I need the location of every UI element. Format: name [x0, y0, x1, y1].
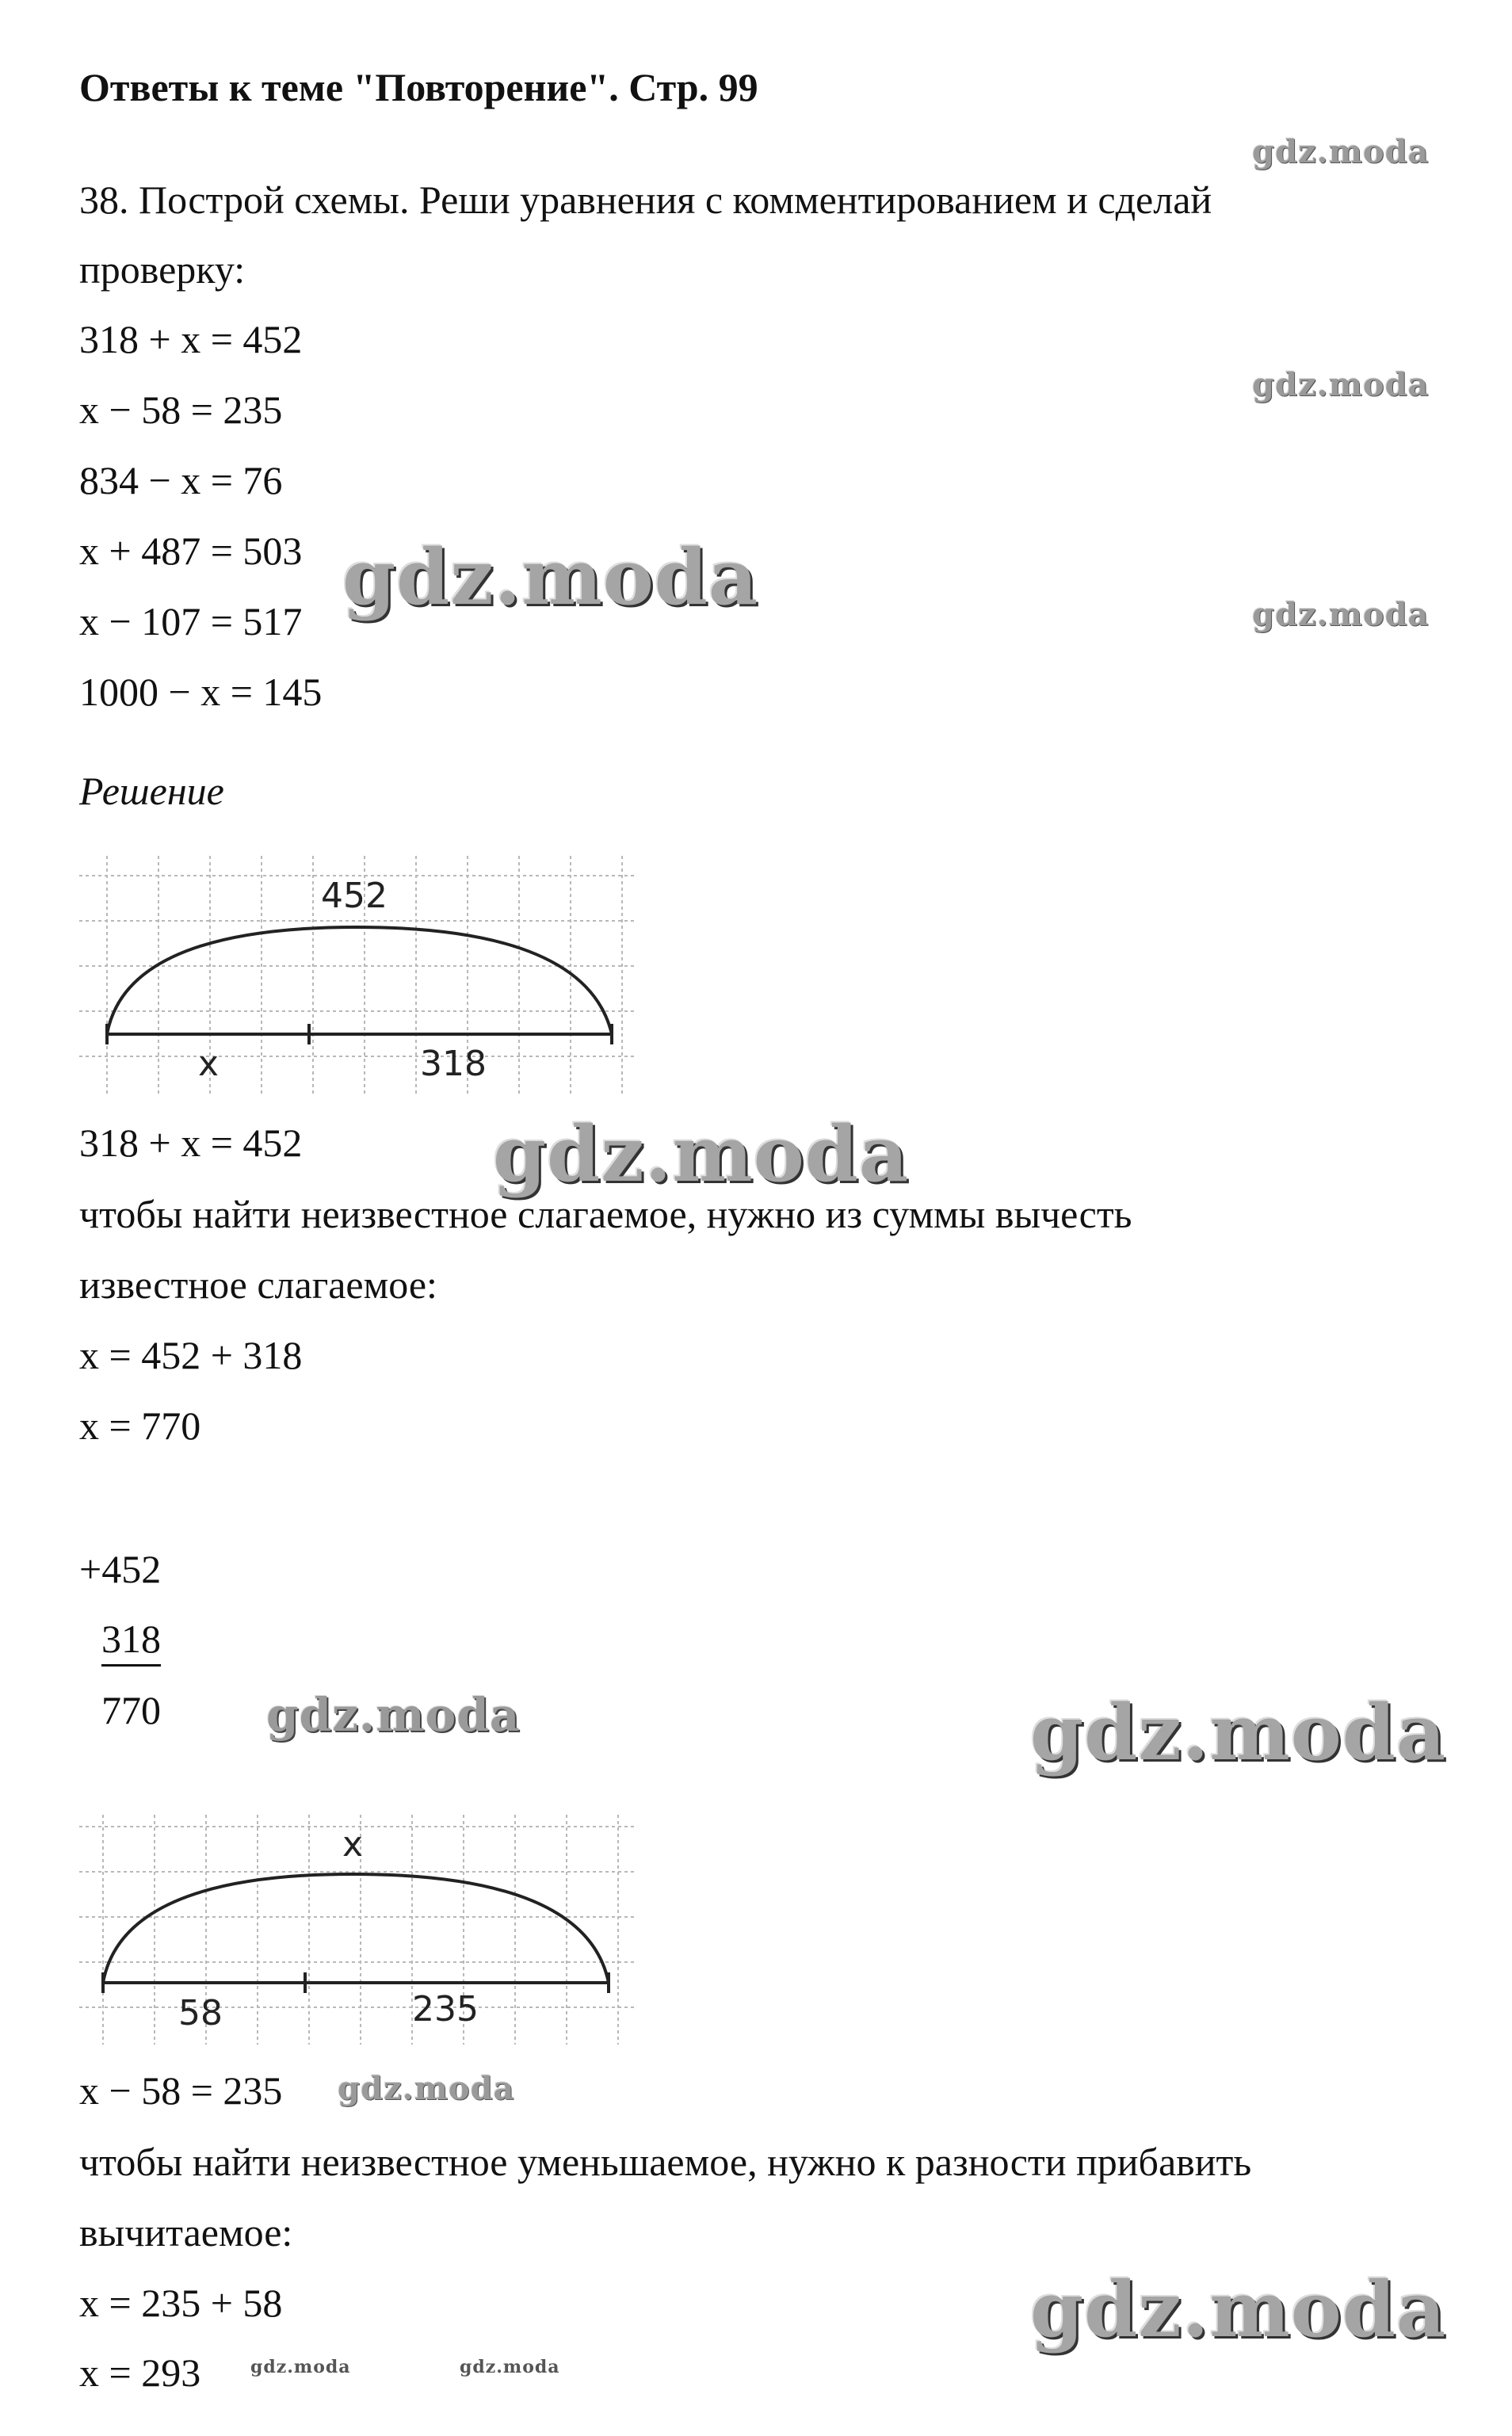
watermark: gdz.moda — [1030, 1688, 1447, 1777]
equation-2: x − 58 = 235 — [79, 388, 283, 432]
watermark: gdz.moda — [1252, 596, 1430, 633]
page-title: Ответы к теме "Повторение". Стр. 99 — [79, 65, 758, 109]
equation-3: 834 − x = 76 — [79, 458, 283, 502]
task-text-line1: 38. Построй схемы. Реши уравнения с комментированием и сделай — [79, 178, 1212, 222]
column-op-bottom: 318 — [101, 1615, 161, 1667]
rule-1-line2: известное слагаемое: — [79, 1262, 437, 1307]
calc-2-a: x = 235 + 58 — [79, 2281, 283, 2325]
scheme-1-arc — [107, 927, 612, 1034]
watermark: gdz.moda — [266, 1688, 521, 1742]
calc-1-a: x = 452 + 318 — [79, 1333, 303, 1377]
equation-5: x − 107 = 517 — [79, 599, 303, 643]
watermark: gdz.moda — [493, 1109, 910, 1199]
scheme-1-top-label: 452 — [321, 876, 388, 916]
scheme-1 — [79, 856, 634, 1094]
calc-2-b: x = 293 — [79, 2350, 201, 2395]
watermark: gdz.moda — [1252, 366, 1430, 403]
watermark: gdz.moda — [338, 2070, 515, 2107]
watermark: gdz.moda — [1030, 2265, 1447, 2354]
column-result: 770 — [101, 1688, 161, 1732]
watermark: gdz.moda — [250, 2357, 351, 2377]
column-op-top: +452 — [79, 1547, 162, 1591]
rule-1-line1: чтобы найти неизвестное слагаемое, нужно из суммы вычесть — [79, 1192, 1132, 1236]
solution-eq-1: 318 + x = 452 — [79, 1121, 303, 1165]
watermark: gdz.moda — [460, 2357, 560, 2377]
rule-2-line2: вычитаемое: — [79, 2210, 293, 2255]
scheme-2-arc — [103, 1874, 609, 1983]
scheme-2-top-label: x — [342, 1824, 364, 1865]
solution-eq-2: x − 58 = 235 — [79, 2068, 283, 2113]
equation-6: 1000 − x = 145 — [79, 670, 323, 714]
rule-2-line1: чтобы найти неизвестное уменьшаемое, нужно к разности прибавить — [79, 2140, 1252, 2184]
equation-1: 318 + x = 452 — [79, 317, 303, 361]
task-text-line2: проверку: — [79, 247, 246, 292]
solution-label: Решение — [79, 769, 224, 813]
scheme-1-right-label: 318 — [420, 1044, 487, 1084]
scheme-2 — [79, 1815, 634, 2045]
scheme-1-left-label: x — [198, 1044, 220, 1084]
scheme-2-left-label: 58 — [178, 1993, 223, 2033]
scheme-2-right-label: 235 — [412, 1989, 479, 2029]
calc-1-b: x = 770 — [79, 1403, 201, 1448]
watermark: gdz.moda — [1252, 133, 1430, 170]
equation-4: x + 487 = 503 — [79, 529, 303, 573]
watermark: gdz.moda — [342, 533, 759, 622]
